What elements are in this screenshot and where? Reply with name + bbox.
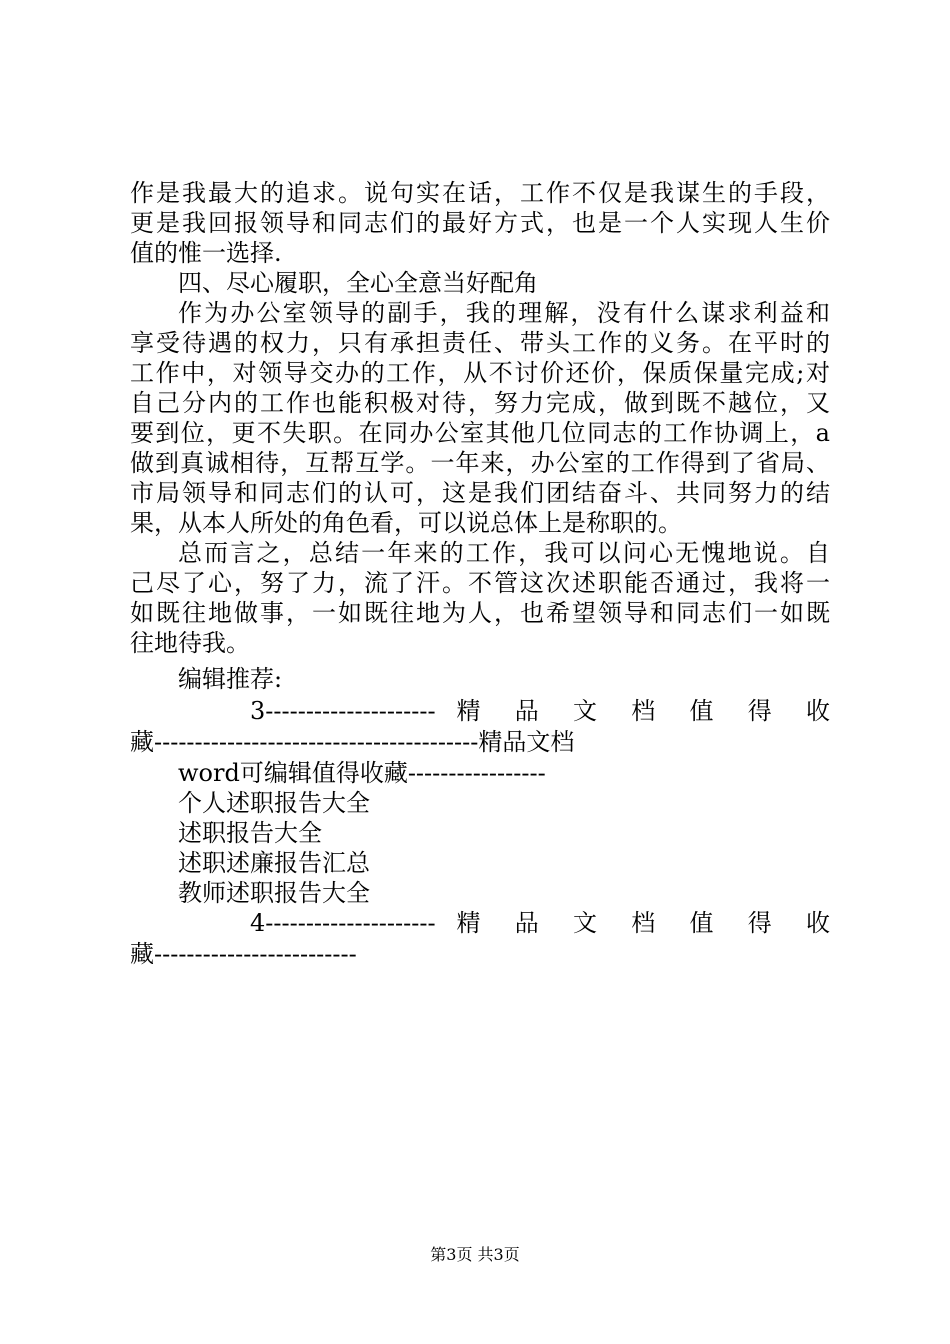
separator-line: word可编辑值得收藏----------------- (178, 759, 546, 787)
recommend-link[interactable]: 教师述职报告大全 (178, 879, 370, 907)
separator-line: 3--------------------- 精 品 文 档 值 得 收 (250, 697, 830, 725)
text-line: 己尽了心，努了力，流了汗。不管这次述职能否通过，我将一 (130, 569, 830, 597)
recommend-label: 编辑推荐: (178, 665, 283, 693)
text-line: 果，从本人所处的角色看，可以说总体上是称职的。 (130, 509, 682, 537)
text-line: 更是我回报领导和同志们的最好方式，也是一个人实现人生价 (130, 209, 830, 237)
recommend-link[interactable]: 个人述职报告大全 (178, 789, 370, 817)
separator-line: 藏----------------------------------------精品文档 (130, 728, 575, 756)
text-line: 作是我最大的追求。说句实在话，工作不仅是我谋生的手段， (130, 179, 830, 207)
text-line: 如既往地做事，一如既往地为人，也希望领导和同志们一如既 (130, 599, 830, 627)
text-line: 要到位，更不失职。在同办公室其他几位同志的工作协调上，a (130, 419, 830, 447)
text-line: 往地待我。 (130, 629, 250, 657)
separator-line: 藏------------------------- (130, 940, 357, 968)
text-line: 享受待遇的权力，只有承担责任、带头工作的义务。在平时的 (130, 329, 830, 357)
text-line: 值的惟一选择. (130, 239, 282, 267)
text-line: 做到真诚相待，互帮互学。一年来，办公室的工作得到了省局、 (130, 449, 830, 477)
text-line: 市局领导和同志们的认可，这是我们团结奋斗、共同努力的结 (130, 479, 830, 507)
text-line: 作为办公室领导的副手，我的理解，没有什么谋求利益和 (178, 299, 830, 327)
recommend-link[interactable]: 述职报告大全 (178, 819, 322, 847)
recommend-link[interactable]: 述职述廉报告汇总 (178, 849, 370, 877)
text-line: 工作中，对领导交办的工作，从不讨价还价，保质保量完成;对 (130, 359, 830, 387)
text-line: 总而言之，总结一年来的工作，我可以问心无愧地说。自 (178, 539, 830, 567)
page-footer: 第3页 共3页 (430, 1245, 520, 1264)
section-heading: 四、尽心履职，全心全意当好配角 (178, 269, 538, 297)
separator-line: 4--------------------- 精 品 文 档 值 得 收 (250, 909, 830, 937)
text-line: 自己分内的工作也能积极对待，努力完成，做到既不越位，又 (130, 389, 830, 417)
